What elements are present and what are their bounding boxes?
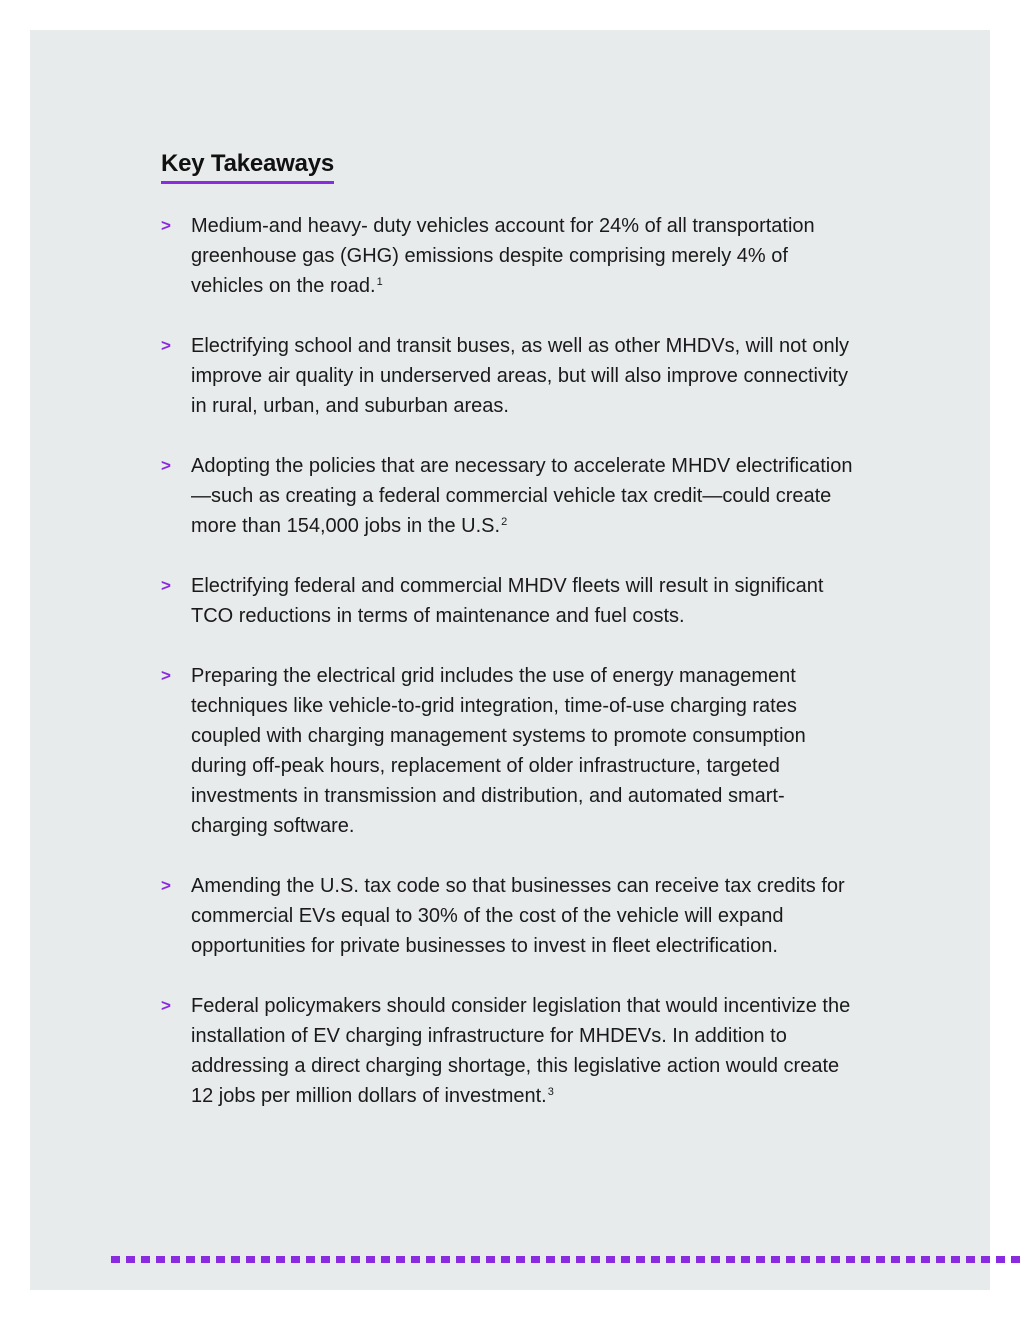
list-item <box>161 331 861 421</box>
footnote-marker: 1 <box>376 276 383 288</box>
list-item-text: Preparing the electrical grid includes the use of energy management techniques like vehicle-to-grid integration, time-of-use charging rates coupled with charging management systems to promote consumption during off-peak hours, replacement of older infrastructure, targeted investments in transmission and distribution, and automated smart-charging software. <box>191 665 806 837</box>
page-title: Key Takeaways <box>161 148 334 184</box>
footnote-marker: 2 <box>501 516 508 528</box>
list-item-text: Electrifying school and transit buses, as well as other MHDVs, will not only improve air quality in underserved areas, but will also improve connectivity in rural, urban, and suburban areas. <box>191 335 850 417</box>
list-item-text: Medium-and heavy- duty vehicles account for 24% of all transportation greenhouse gas (GHG) emissions despite comprising merely 4% of vehicles on the road. <box>191 215 815 297</box>
chevron-right-icon: > <box>161 216 171 235</box>
list-item <box>161 571 861 631</box>
chevron-right-icon: > <box>161 666 171 685</box>
list-item <box>161 661 861 841</box>
list-item <box>161 211 861 301</box>
takeaways-list <box>161 211 861 1141</box>
list-item <box>161 451 861 541</box>
footnote-marker: 3 <box>547 1086 554 1098</box>
chevron-right-icon: > <box>161 876 171 895</box>
chevron-right-icon: > <box>161 996 171 1015</box>
list-item-text: Electrifying federal and commercial MHDV fleets will result in significant TCO reductions in terms of maintenance and fuel costs. <box>191 575 824 627</box>
list-item-text: Adopting the policies that are necessary to accelerate MHDV electrification—such as creating a federal commercial vehicle tax credit—could create more than 154,000 jobs in the U.S. <box>191 455 853 537</box>
list-item <box>161 871 861 961</box>
chevron-right-icon: > <box>161 336 171 355</box>
list-item <box>161 991 861 1111</box>
list-item-text: Federal policymakers should consider legislation that would incentivize the installation of EV charging infrastructure for MHDEVs. In addition to addressing a direct charging shortage, this legislative action would create 12 jobs per million dollars of investment. <box>191 995 851 1107</box>
chevron-right-icon: > <box>161 576 171 595</box>
chevron-right-icon: > <box>161 456 171 475</box>
list-item-text: Amending the U.S. tax code so that businesses can receive tax credits for commercial EVs equal to 30% of the cost of the vehicle will expand opportunities for private businesses to invest in fleet electrification. <box>191 875 845 957</box>
dotted-divider <box>111 1256 1020 1263</box>
